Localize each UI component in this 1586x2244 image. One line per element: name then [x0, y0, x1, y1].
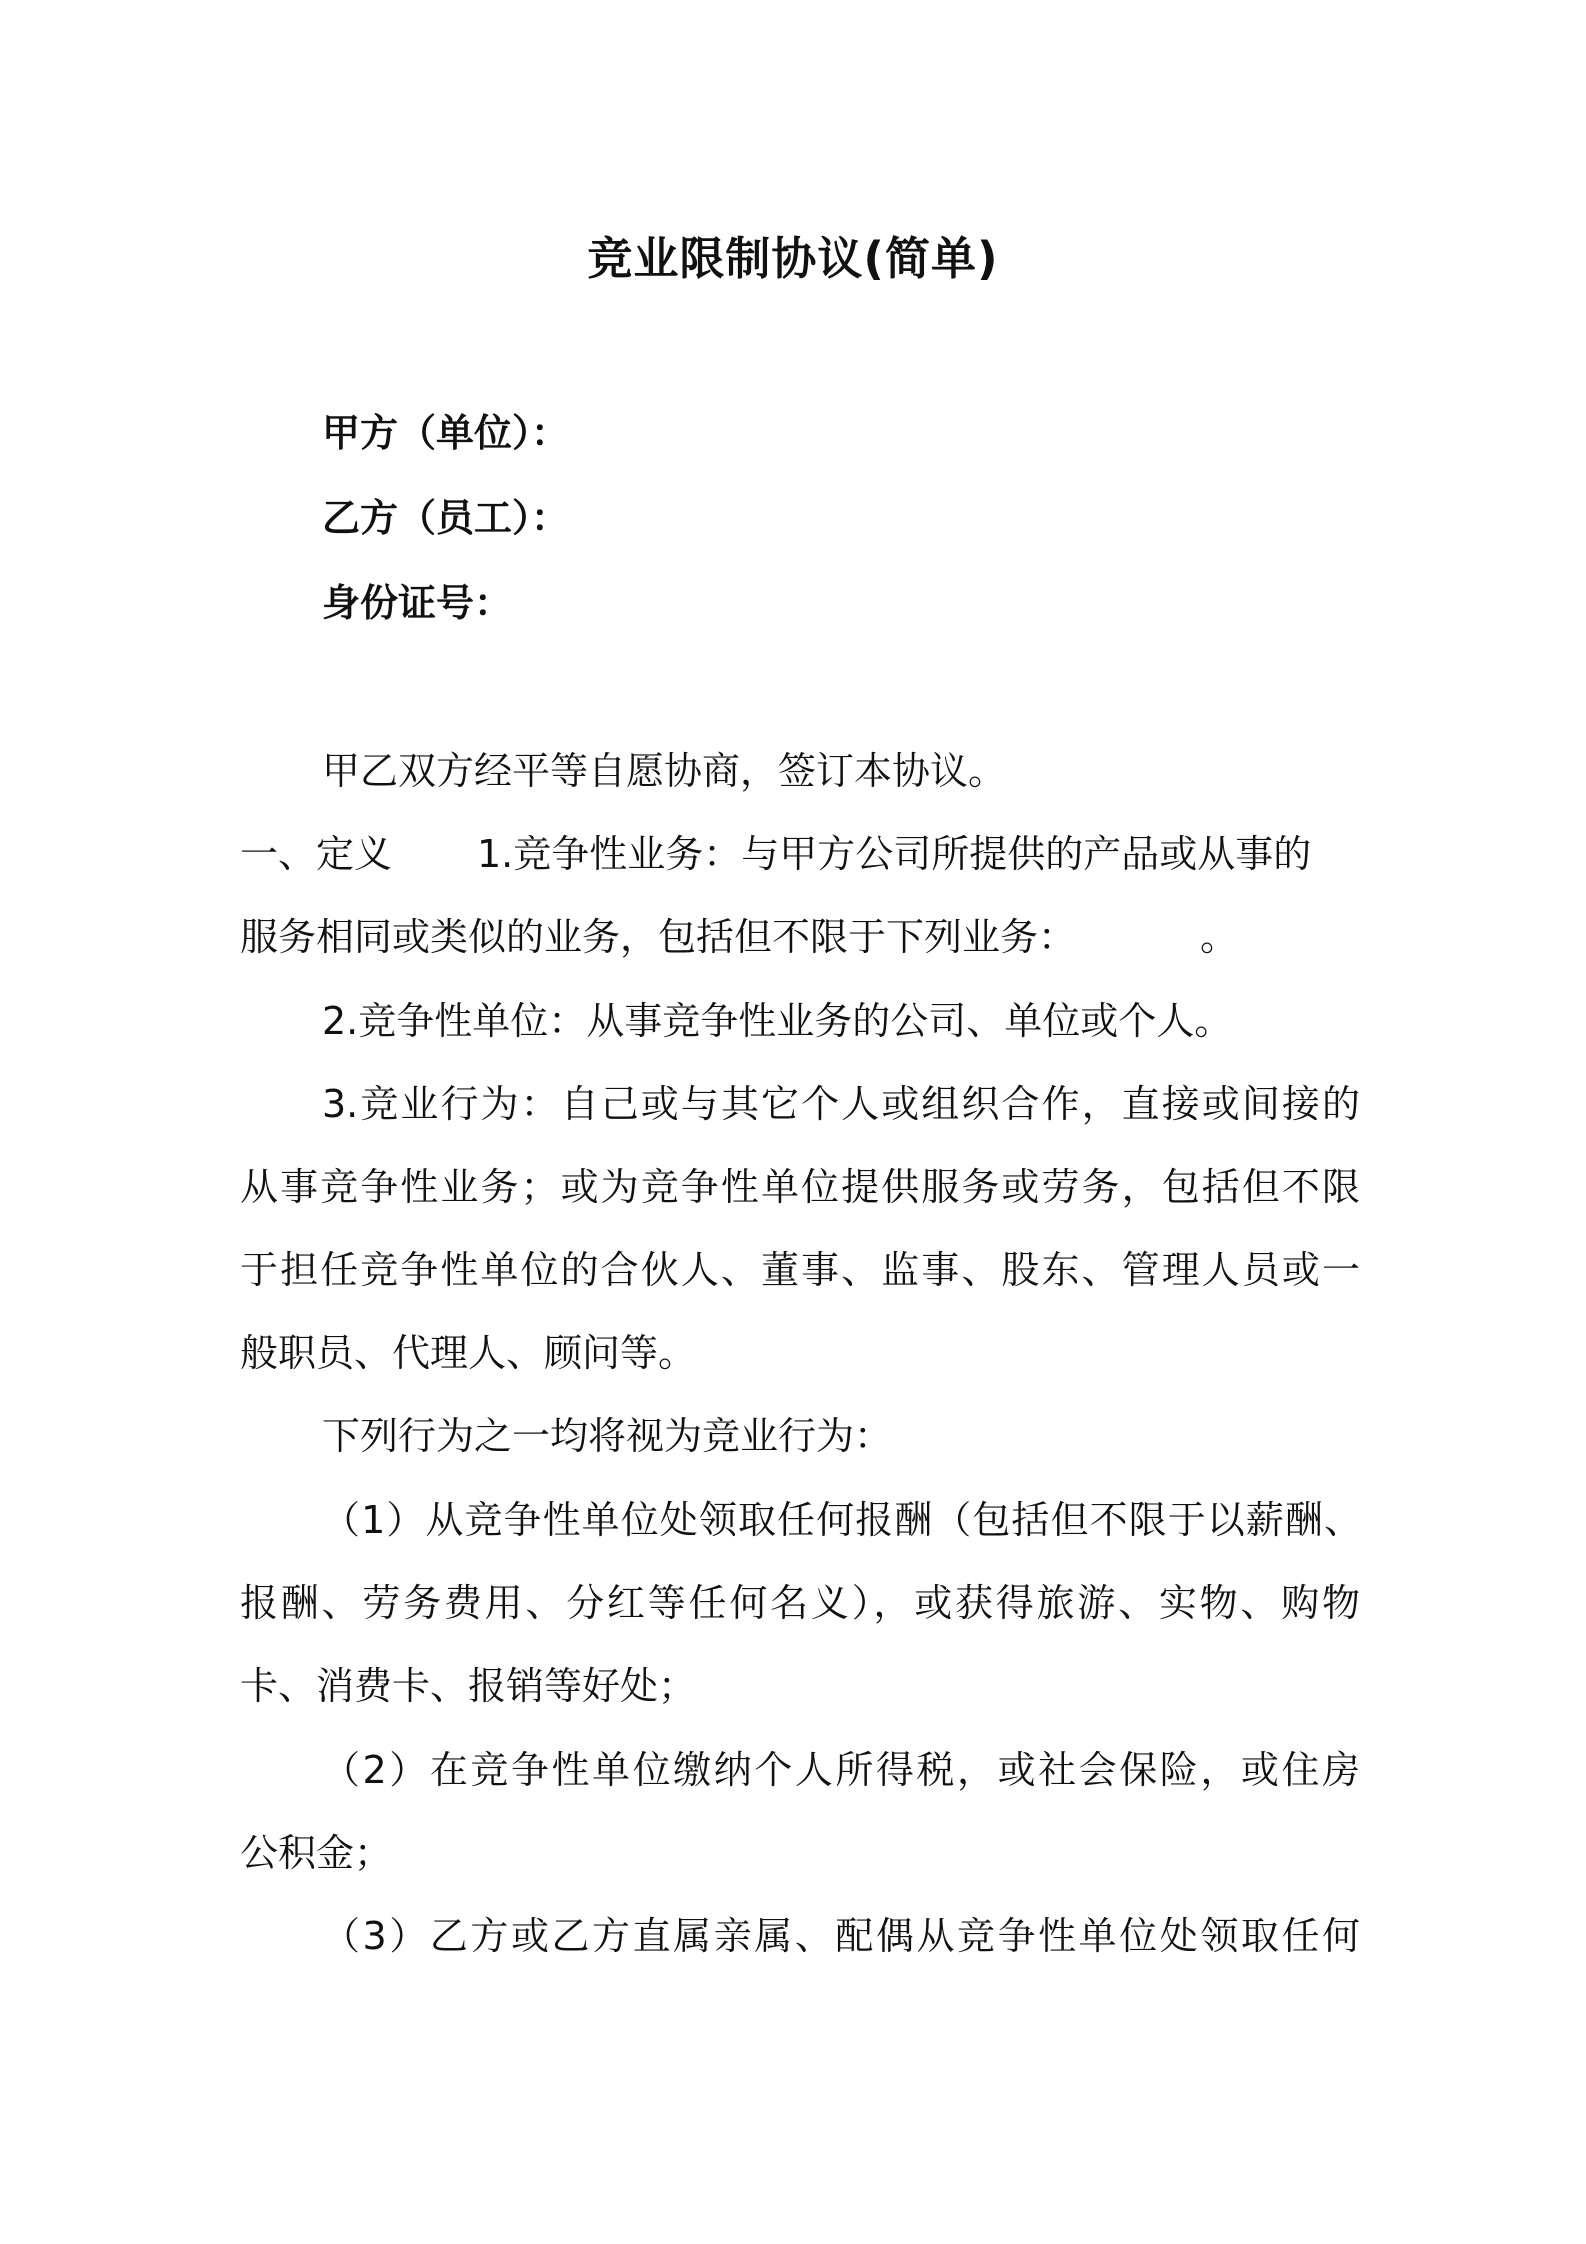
item3-line1: 3.竞业行为：自己或与其它个人或组织合作，直接或间接的	[322, 1082, 1360, 1126]
sub3-line1: （3）乙方或乙方直属亲属、配偶从竞争性单位处领取任何	[322, 1914, 1360, 1958]
item1-line1: 1.竞争性业务：与甲方公司所提供的产品或从事的	[477, 832, 1312, 876]
party-b-label: 乙方（员工）：	[322, 496, 570, 540]
sub2-line2: 公积金；	[240, 1831, 393, 1875]
sub1-line2: 报酬、劳务费用、分红等任何名义），或获得旅游、实物、购物	[240, 1581, 1360, 1625]
sub2-line1: （2）在竞争性单位缴纳个人所得税，或社会保险，或住房	[322, 1748, 1360, 1792]
section1-heading: 一、定义	[240, 832, 393, 876]
item2: 2.竞争性单位：从事竞争性业务的公司、单位或个人。	[322, 999, 1233, 1043]
sub1-line1: （1）从竞争性单位处领取任何报酬（包括但不限于以薪酬、	[322, 1498, 1362, 1542]
item3-line4: 般职员、代理人、顾问等。	[240, 1331, 697, 1375]
item1-line2: 服务相同或类似的业务，包括但不限于下列业务：	[240, 915, 1077, 959]
item1-line2-end: 。	[1200, 915, 1239, 959]
document-title: 竞业限制协议(简单)	[587, 232, 999, 285]
party-a-label: 甲方（单位）：	[322, 411, 570, 455]
item3-line2: 从事竞争性业务；或为竞争性单位提供服务或劳务，包括但不限	[240, 1165, 1360, 1209]
item3-line3: 于担任竞争性单位的合伙人、董事、监事、股东、管理人员或一	[240, 1248, 1360, 1292]
list-intro: 下列行为之一均将视为竞业行为：	[322, 1414, 893, 1458]
preamble: 甲乙双方经平等自愿协商，签订本协议。	[322, 749, 1007, 793]
sub1-line3: 卡、消费卡、报销等好处；	[240, 1664, 697, 1708]
id-number-label: 身份证号：	[322, 581, 513, 625]
